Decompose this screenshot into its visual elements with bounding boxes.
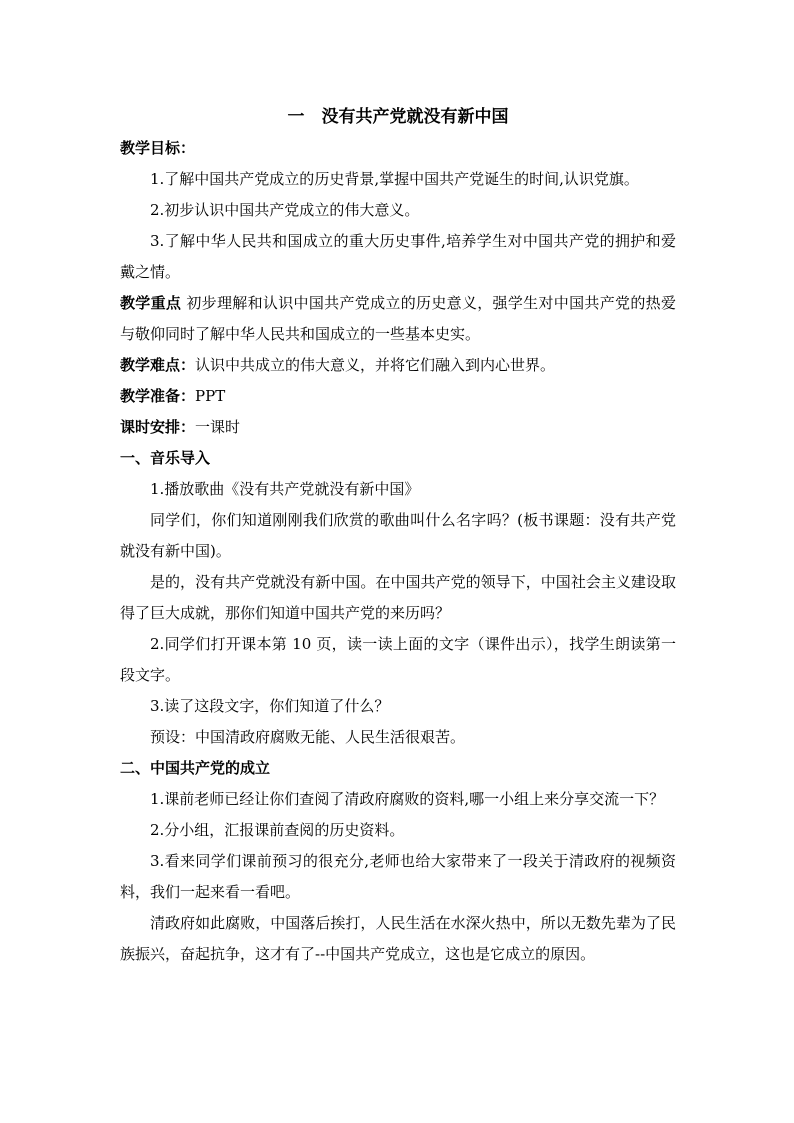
key-point-text: 初步理解和认识中国共产党成立的历史意义，强学生对中国共产党的热爱与敬仰同时了解中华人民共和国成立的一些基本史实。 xyxy=(120,294,676,343)
preparation-text: PPT xyxy=(195,387,226,405)
section2-paragraph-1: 1.课前老师已经让你们查阅了清政府腐败的资料,哪一小组上来分享交流一下？ xyxy=(150,790,665,808)
section1-paragraph-6: 预设：中国清政府腐败无能、人民生活很艰苦。 xyxy=(150,728,466,746)
goal-item-1: 1.了解中国共产党成立的历史背景,掌握中国共产党诞生的时间,认识党旗。 xyxy=(150,170,639,188)
section1-paragraph-1: 1.播放歌曲《没有共产党就没有新中国》 xyxy=(150,480,420,498)
section2-paragraph-4: 清政府如此腐败，中国落后挨打，人民生活在水深火热中，所以无数先辈为了民族振兴，奋起抗争，这才有了--中国共产党成立，这也是它成立的原因。 xyxy=(120,914,676,963)
difficulty-label: 教学难点： xyxy=(120,356,196,374)
goal-item-2: 2.初步认识中国共产党成立的伟大意义。 xyxy=(150,201,420,219)
key-point-label: 教学重点 xyxy=(120,294,182,312)
preparation-label: 教学准备： xyxy=(120,387,196,405)
schedule xyxy=(120,412,676,443)
goals-label: 教学目标： xyxy=(120,139,196,157)
section1-paragraph-2: 同学们，你们知道刚刚我们欣赏的歌曲叫什么名字吗？(板书课题：没有共产党就没有新中国)。 xyxy=(120,511,676,560)
section1-paragraph-4: 2.同学们打开课本第 10 页，读一读上面的文字（课件出示），找学生朗读第一段文字。 xyxy=(120,635,676,684)
page-title: 一 没有共产党就没有新中国 xyxy=(287,107,509,127)
document-page xyxy=(120,102,676,970)
schedule-label: 课时安排： xyxy=(120,418,196,436)
section2-paragraph-3: 3.看来同学们课前预习的很充分,老师也给大家带来了一段关于清政府的视频资料，我们一起来看一看吧。 xyxy=(120,852,676,901)
goal-item-3: 3.了解中华人民共和国成立的重大历史事件,培养学生对中国共产党的拥护和爱戴之情。 xyxy=(120,232,676,281)
preparation xyxy=(120,381,676,412)
difficulty-text: 认识中共成立的伟大意义，并将它们融入到内心世界。 xyxy=(195,356,556,374)
section2-heading: 二、中国共产党的成立 xyxy=(120,759,271,777)
schedule-text: 一课时 xyxy=(195,418,241,436)
section1-paragraph-3: 是的，没有共产党就没有新中国。在中国共产党的领导下，中国社会主义建设取得了巨大成就，那你们知道中国共产党的来历吗？ xyxy=(120,573,676,622)
difficulty xyxy=(120,350,676,381)
section1-paragraph-5: 3.读了这段文字，你们知道了什么？ xyxy=(150,697,390,715)
key-point xyxy=(120,288,676,350)
section1-heading: 一、音乐导入 xyxy=(120,449,211,467)
section2-paragraph-2: 2.分小组，汇报课前查阅的历史资料。 xyxy=(150,821,405,839)
